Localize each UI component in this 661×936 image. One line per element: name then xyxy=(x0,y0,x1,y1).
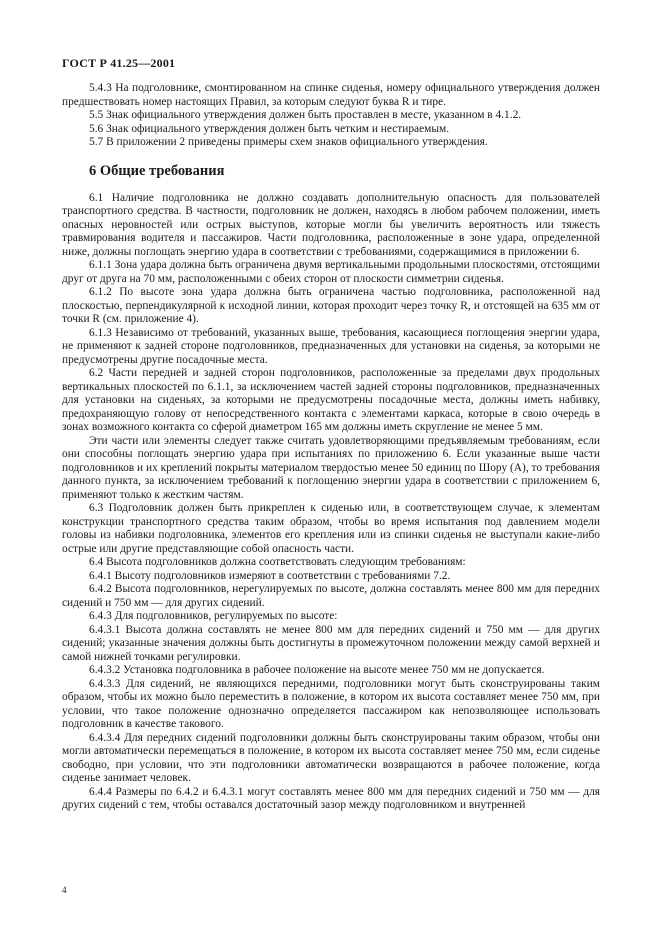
paragraph-6-3: 6.3 Подголовник должен быть прикреплен к сиденью или, в соответствующем случае, к элементам конструкции транспортного средства таким образом, чтобы во время испытания под давлением модели головы из набивки подголовника, элементов его крепления или из спинки сиденья не выступали какие-либо острые или другие представляющие собой опасность части. xyxy=(62,502,600,555)
paragraph-5-6: 5.6 Знак официального утверждения должен быть четким и нестираемым. xyxy=(89,122,450,135)
paragraph-6-1-3: 6.1.3 Независимо от требований, указанных выше, требования, касающиеся поглощения энергии удара, не применяют к задней стороне подголовников, предназначенных для установки на сиденья, за которыми не предусмотрены другие посадочные места. xyxy=(62,326,600,366)
paragraph-5-7: 5.7 В приложении 2 приведены примеры схем знаков официального утверждения. xyxy=(89,136,488,148)
paragraph-6-1-2: 6.1.2 По высоте зона удара должна быть ограничена частью подголовника, расположенной над плоскостью, перпендикулярной к исходной линии, которая проходит через точку R, и отстоящей на 635 мм от точки R (см. приложение 4). xyxy=(62,286,600,325)
document-body xyxy=(62,82,600,813)
paragraph-6-1: 6.1 Наличие подголовника не должно создавать дополнительную опасность для пользователей транспортного средства. В частности, подголовник не должен, находясь в любом рабочем положении, иметь опасных неровностей или острых выступов, которые могли бы увеличить вероятность или тяжесть травмирования водителя и пассажиров. Части подголовника, расположенные в зоне удара, определенной ниже, должны поглощать энергию удара в соответствии с требованиями, содержащимися в приложении 6. xyxy=(62,191,600,258)
document-header: ГОСТ Р 41.25—2001 xyxy=(62,56,176,70)
paragraph-5-5: 5.5 Знак официального утверждения должен быть проставлен в месте, указанном в 4.1.2. xyxy=(89,109,522,121)
paragraph-6-4-3-2: 6.4.3.2 Установка подголовника в рабочее положение на высоте менее 750 мм не допускается. xyxy=(89,664,545,676)
paragraph-6-4-3-1: 6.4.3.1 Высота должна составлять не менее 800 мм для передних сидений и 750 мм — для других сидений; указанные значения должны быть достигнуты в промежуточном положении между самой верхней и самой нижней точками регулировки. xyxy=(62,623,600,663)
paragraph-6-4-3-3: 6.4.3.3 Для сидений, не являющихся передними, подголовники могут быть сконструированы таким образом, чтобы их можно было переместить в положение, в котором их высота составляет менее 750 мм, при условии, что такое положение однозначно определяется пассажиром как непозволяющее использовать подголовник в качестве такового. xyxy=(62,677,600,730)
paragraph-6-4: 6.4 Высота подголовников должна соответствовать следующим требованиям: xyxy=(89,556,466,568)
paragraph-6-4-3: 6.4.3 Для подголовников, регулируемых по высоте: xyxy=(89,610,338,622)
paragraph-6-4-2: 6.4.2 Высота подголовников, нерегулируемых по высоте, должна составлять менее 800 мм для передних сидений и 750 мм — для других сидений. xyxy=(62,583,600,609)
section-title: 6 Общие требования xyxy=(89,162,225,179)
paragraph-6-4-3-4: 6.4.3.4 Для передних сидений подголовники должны быть сконструированы таким образом, чтобы они могли автоматически перемещаться в положение, в котором их высота составляет менее 750 мм, если сиденье свободно, при условии, что эти подголовники автоматически возвращаются в рабочее положение, когда сиденье занимает человек. xyxy=(62,731,600,784)
paragraph-6-1-1: 6.1.1 Зона удара должна быть ограничена двумя вертикальными продольными плоскостями, отстоящими друг от друга на 70 мм, расположенными с обеих сторон от плоскости симметрии сиденья. xyxy=(62,259,600,285)
paragraph-6-4-1: 6.4.1 Высоту подголовников измеряют в соответствии с требованиями 7.2. xyxy=(89,569,451,582)
paragraph-6-2-continued: Эти части или элементы следует также считать удовлетворяющими предъявляемым требованиям, если они способны поглощать энергию удара при испытаниях по приложению 6. Если указанные выше части подголовников и их креплений покрыты материалом твердостью менее 50 единиц по Шору (А), то требования данного пункта, за исключением требований к поглощению энергии удара в соответствии с приложением 6, применяют только к жестким частям. xyxy=(62,434,600,501)
paragraph-6-2: 6.2 Части передней и задней сторон подголовников, расположенные за пределами двух продольных вертикальных плоскостей по 6.1.1, за исключением частей задней стороны подголовников, предназначенных для установки на сиденьях, за которыми не предусмотрены посадочные места, должны иметь набивку, предохраняющую голову от непосредственного контакта с элементами каркаса, которые в свою очередь в зонах возможного контакта со сферой диаметром 165 мм должны иметь скругление не менее 5 мм. xyxy=(62,367,600,433)
paragraph-6-4-4: 6.4.4 Размеры по 6.4.2 и 6.4.3.1 могут составлять менее 800 мм для передних сидений и 750 мм — для других сидений с тем, чтобы оставался достаточный зазор между подголовником и внутренней xyxy=(62,785,600,811)
page-number: 4 xyxy=(62,885,67,895)
paragraph-5-4-3: 5.4.3 На подголовнике, смонтированном на спинке сиденья, номеру официального утверждения должен предшествовать номер настоящих Правил, за которым следуют буква R и тире. xyxy=(62,82,600,108)
